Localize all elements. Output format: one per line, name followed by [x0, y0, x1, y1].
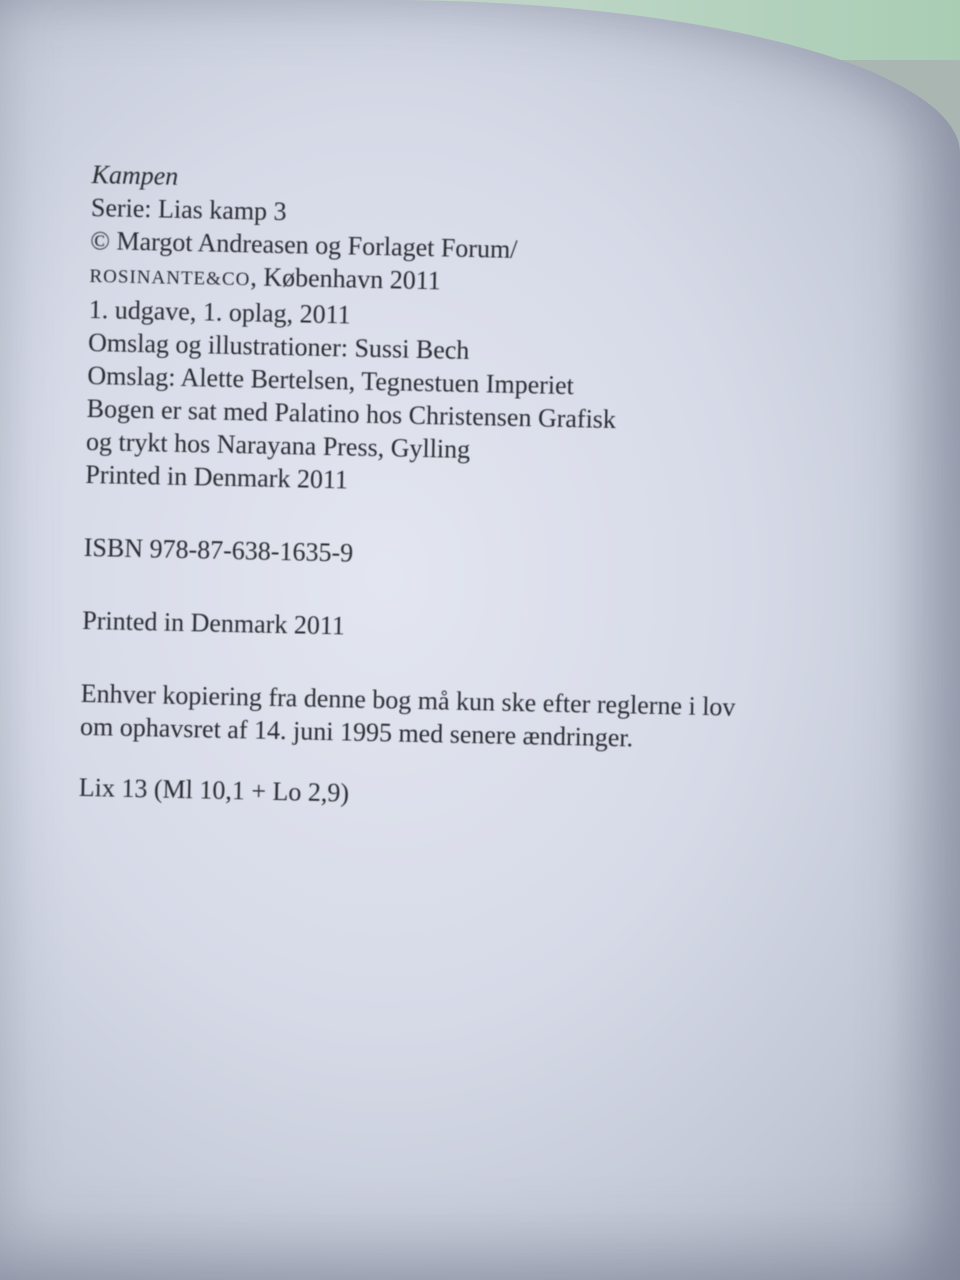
copying-notice-line-2: om ophavsret af 14. juni 1995 med senere ændringer.: [79, 711, 634, 753]
publisher-name: ROSINANTE&CO: [89, 265, 251, 291]
lix-line: Lix 13 (Ml 10,1 + Lo 2,9): [78, 772, 350, 808]
printed-in-line-1: Printed in Denmark 2011: [85, 459, 349, 495]
cover-line: Omslag: Alette Bertelsen, Tegnestuen Imperiet: [87, 360, 575, 401]
book-title: Kampen: [91, 159, 179, 191]
typeset-line: Bogen er sat med Palatino hos Christensen Grafisk: [86, 393, 617, 435]
printed-by-line: og trykt hos Narayana Press, Gylling: [85, 426, 471, 464]
printed-in-line-2: Printed in Denmark 2011: [82, 605, 346, 641]
imprint-text: [78, 158, 791, 819]
copyright-line: © Margot Andreasen og Forlaget Forum/: [89, 225, 518, 264]
publisher-city: , København 2011: [250, 262, 442, 296]
cover-illustrations-line: Omslag og illustrationer: Sussi Bech: [87, 327, 470, 365]
isbn-line: ISBN 978-87-638-1635-9: [83, 532, 354, 568]
copying-notice-line-1: Enhver kopiering fra denne bog må kun ske efter reglerne i lov: [80, 678, 736, 722]
edition-line: 1. udgave, 1. oplag, 2011: [88, 294, 351, 330]
series-line: Serie: Lias kamp 3: [90, 192, 287, 227]
